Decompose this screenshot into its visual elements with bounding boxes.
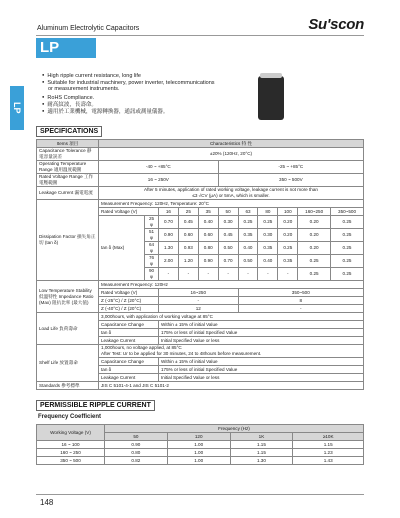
- series-title: LP series: [36, 38, 96, 58]
- diss-voltage: 50: [218, 208, 238, 216]
- ripple-table: [36, 424, 364, 465]
- diss-cell: 0.45: [178, 216, 198, 229]
- diss-cell: 0.30: [218, 216, 238, 229]
- diss-cell: 0.70: [159, 216, 179, 229]
- diss-cell: 0.50: [238, 255, 258, 268]
- op-temp-value-1: -40 ~ +85°C: [99, 161, 219, 174]
- coef-cell: 0.80: [105, 449, 168, 457]
- diss-cell: 0.45: [218, 229, 238, 242]
- diss-cell: 0.20: [278, 216, 298, 229]
- freq-col: ≥10K: [293, 433, 364, 441]
- table-row: [37, 140, 364, 148]
- shelf-item: Capacitance Change: [99, 358, 159, 366]
- diss-cell: 0.20: [298, 216, 331, 229]
- coef-cell: 1.43: [293, 457, 364, 465]
- freq-col: 120: [167, 433, 230, 441]
- table-row: [37, 425, 364, 433]
- standards-value: JIS C 5101-4-1 and JIS C 5101-2: [99, 382, 364, 390]
- freq-col: 50: [105, 433, 168, 441]
- specifications-heading: SPECIFICATIONS: [36, 126, 102, 137]
- shelf-intro-1: 1,000hours, no voltage applied, at 85°C: [101, 345, 182, 350]
- diss-cell: 0.20: [298, 229, 331, 242]
- diss-cell: 0.70: [218, 255, 238, 268]
- diss-cell: -: [218, 268, 238, 281]
- coef-cell: 1.00: [167, 441, 230, 449]
- coef-cell: 1.00: [167, 457, 230, 465]
- table-row: [37, 187, 364, 200]
- wv-cell: 350 ~ 500: [37, 457, 105, 465]
- ripple-subtitle: Frequency Coefficient: [38, 414, 102, 420]
- feature-item: ● High ripple current resistance, long life: [42, 72, 262, 80]
- table-row: [37, 457, 364, 465]
- diss-cell: 0.40: [258, 255, 278, 268]
- lts-row1-v2: 8: [238, 297, 363, 305]
- leak-text-2: ≤3 √CV (μA) or 5mA, which is smaller.: [192, 193, 270, 198]
- diss-cell: 0.25: [331, 229, 364, 242]
- lts-row1-label: Z (-25°C) / Z (20°C): [99, 297, 159, 305]
- diss-cell: 0.35: [258, 242, 278, 255]
- table-row: [37, 200, 364, 208]
- diss-voltage: 35: [198, 208, 218, 216]
- diss-cell: 0.35: [238, 229, 258, 242]
- diss-cell: -: [198, 268, 218, 281]
- ripple-heading: PERMISSIBLE RIPPLE CURRENT: [36, 400, 155, 411]
- table-row: [37, 174, 364, 187]
- diss-cell: 0.25: [298, 255, 331, 268]
- side-tab: LP: [10, 86, 24, 130]
- table-row: [37, 345, 364, 358]
- col-items: Items 項目: [37, 140, 99, 148]
- feature-item: ● 適用於工業機械，電源轉換器，通訊或測量儀器。: [42, 108, 262, 116]
- header-rule: [36, 35, 364, 36]
- load-value: Within ± 15% of initial Value: [159, 321, 364, 329]
- coef-cell: 0.90: [105, 441, 168, 449]
- diss-cell: 0.25: [331, 255, 364, 268]
- diss-voltage: 63: [238, 208, 258, 216]
- load-label: Load Life 負荷壽命: [37, 313, 99, 345]
- diss-cell: 2.00: [159, 255, 179, 268]
- diss-cell: 0.40: [238, 242, 258, 255]
- diss-cell: -: [178, 268, 198, 281]
- size-cell: 51 φ: [145, 229, 159, 242]
- table-row: [37, 441, 364, 449]
- shelf-intro: [99, 345, 364, 358]
- diss-cell: 0.20: [298, 242, 331, 255]
- diss-cell: 0.60: [178, 229, 198, 242]
- coef-cell: 1.15: [230, 441, 293, 449]
- lts-label: Low Temperature Stability 低溫特性 Impedance Ratio (Max) 阻抗比率 (最大值): [37, 281, 99, 313]
- col-characteristics: Characteristics 特 性: [99, 140, 364, 148]
- coef-cell: 1.23: [293, 449, 364, 457]
- diss-cell: 0.90: [159, 229, 179, 242]
- table-row: [37, 449, 364, 457]
- diss-cell: -: [159, 268, 179, 281]
- diss-voltage: 80: [258, 208, 278, 216]
- lts-rv-label: Rated Voltage (V): [99, 289, 159, 297]
- footer-rule: [36, 494, 364, 495]
- op-temp-value-2: -25 ~ +85°C: [218, 161, 363, 174]
- feature-item: ● 耐高紋波，長壽命。: [42, 101, 262, 109]
- lts-v2: 350~500: [238, 289, 363, 297]
- shelf-item: Leakage Current: [99, 374, 159, 382]
- table-row: [37, 148, 364, 161]
- table-row: [37, 313, 364, 321]
- diss-cell: 0.25: [298, 268, 331, 281]
- diss-cell: -: [278, 268, 298, 281]
- freq-header: Frequency (Hz): [105, 425, 364, 433]
- diss-cell: 0.30: [258, 229, 278, 242]
- shelf-item: tan δ: [99, 366, 159, 374]
- diss-cell: 0.50: [218, 242, 238, 255]
- diss-cell: 1.20: [178, 255, 198, 268]
- diss-cell: 0.93: [178, 242, 198, 255]
- diss-cell: 0.25: [238, 216, 258, 229]
- tan-label: tan δ (Max): [99, 216, 145, 281]
- wv-cell: 16 ~ 100: [37, 441, 105, 449]
- tolerance-label: Capacitance Tolerance 靜電容量誤差: [37, 148, 99, 161]
- lts-row2-v2: -: [238, 305, 363, 313]
- table-row: [37, 382, 364, 390]
- load-value: Initial Specified Value or less: [159, 337, 364, 345]
- capacitor-image: [258, 76, 284, 120]
- diss-voltage: 160~250: [298, 208, 331, 216]
- coef-cell: 1.15: [230, 449, 293, 457]
- load-value: 175% or less of initial Specified Value: [159, 329, 364, 337]
- size-cell: 25 φ: [145, 216, 159, 229]
- lts-row1-v1: -: [159, 297, 239, 305]
- lts-row2-label: Z (-40°C) / Z (20°C): [99, 305, 159, 313]
- specifications-table: [36, 139, 364, 390]
- feature-item: ● RoHS Compliance.: [42, 94, 262, 102]
- brand-logo: Su'scon: [308, 16, 364, 33]
- feature-item: ● Suitable for industrial machinery, power inverter, telecommunications: [42, 79, 262, 87]
- wv-header: Working Voltage (V): [37, 425, 105, 441]
- shelf-label: Shelf Life 放置壽命: [37, 345, 99, 382]
- diss-label: Dissipation Factor 損失角正切 (tan δ): [37, 200, 99, 281]
- freq-col: 1K: [230, 433, 293, 441]
- page-number: 148: [40, 498, 54, 507]
- diss-cell: 0.25: [331, 216, 364, 229]
- diss-cell: 0.40: [198, 216, 218, 229]
- lts-v1: 16~250: [159, 289, 239, 297]
- load-intro: 3,000hours, with application of working voltage at 85°C: [99, 313, 364, 321]
- diss-cell: 0.25: [258, 216, 278, 229]
- diss-cell: 0.25: [331, 242, 364, 255]
- lts-freq: Measurement Frequency: 120Hz: [99, 281, 364, 289]
- shelf-value: Within ± 15% of initial Value: [159, 358, 364, 366]
- lts-row2-v1: 12: [159, 305, 239, 313]
- diss-cell: 1.30: [159, 242, 179, 255]
- feature-item-cont: or measurement instruments.: [48, 86, 120, 92]
- diss-cell: 0.80: [198, 242, 218, 255]
- category-header: Aluminum Electrolytic Capacitors: [37, 25, 140, 32]
- table-row: [37, 161, 364, 174]
- rated-label: Rated Voltage Range 工作電壓範圍: [37, 174, 99, 187]
- load-item: Capacitance Change: [99, 321, 159, 329]
- standards-label: Standards 參考標準: [37, 382, 99, 390]
- coef-cell: 1.15: [293, 441, 364, 449]
- tolerance-value: ±20% (120Hz, 20°C): [99, 148, 364, 161]
- load-item: tan δ: [99, 329, 159, 337]
- diss-cell: 0.35: [278, 255, 298, 268]
- shelf-value: 175% or less of initial Specified Value: [159, 366, 364, 374]
- coef-cell: 1.30: [230, 457, 293, 465]
- coef-cell: 1.00: [167, 449, 230, 457]
- diss-cell: 0.60: [198, 229, 218, 242]
- diss-voltage: 16: [159, 208, 179, 216]
- shelf-intro-2: After Test: Ur to be applied for 30 minutes, 24 to 48hours before measurement.: [101, 351, 262, 356]
- diss-cell: 0.25: [331, 268, 364, 281]
- diss-cell: -: [258, 268, 278, 281]
- size-cell: 76 φ: [145, 255, 159, 268]
- table-row: [37, 281, 364, 289]
- diss-cell: 0.20: [278, 229, 298, 242]
- diss-voltage: 100: [278, 208, 298, 216]
- diss-voltage: 350~500: [331, 208, 364, 216]
- rated-value-2: 350 ~ 500V: [218, 174, 363, 187]
- diss-rv-label: Rated Voltage (V): [99, 208, 159, 216]
- diss-freq: Measurement Frequency: 120Hz, Temperature: 20°C: [99, 200, 364, 208]
- op-temp-label: Operating Temperature Range 適用溫度範圍: [37, 161, 99, 174]
- diss-cell: -: [238, 268, 258, 281]
- coef-cell: 0.82: [105, 457, 168, 465]
- leak-text-1: After 5 minutes, application of rated working voltage, leakage current is not more than: [144, 187, 318, 192]
- shelf-value: Initial Specified Value or less: [159, 374, 364, 382]
- leak-value: [99, 187, 364, 200]
- rated-value-1: 16 ~ 250V: [99, 174, 219, 187]
- diss-cell: 0.25: [278, 242, 298, 255]
- wv-cell: 160 ~ 250: [37, 449, 105, 457]
- leak-label: Leakage Current 漏電電流: [37, 187, 99, 200]
- diss-voltage: 25: [178, 208, 198, 216]
- load-item: Leakage Current: [99, 337, 159, 345]
- diss-cell: 0.90: [198, 255, 218, 268]
- size-cell: 64 φ: [145, 242, 159, 255]
- size-cell: 90 φ: [145, 268, 159, 281]
